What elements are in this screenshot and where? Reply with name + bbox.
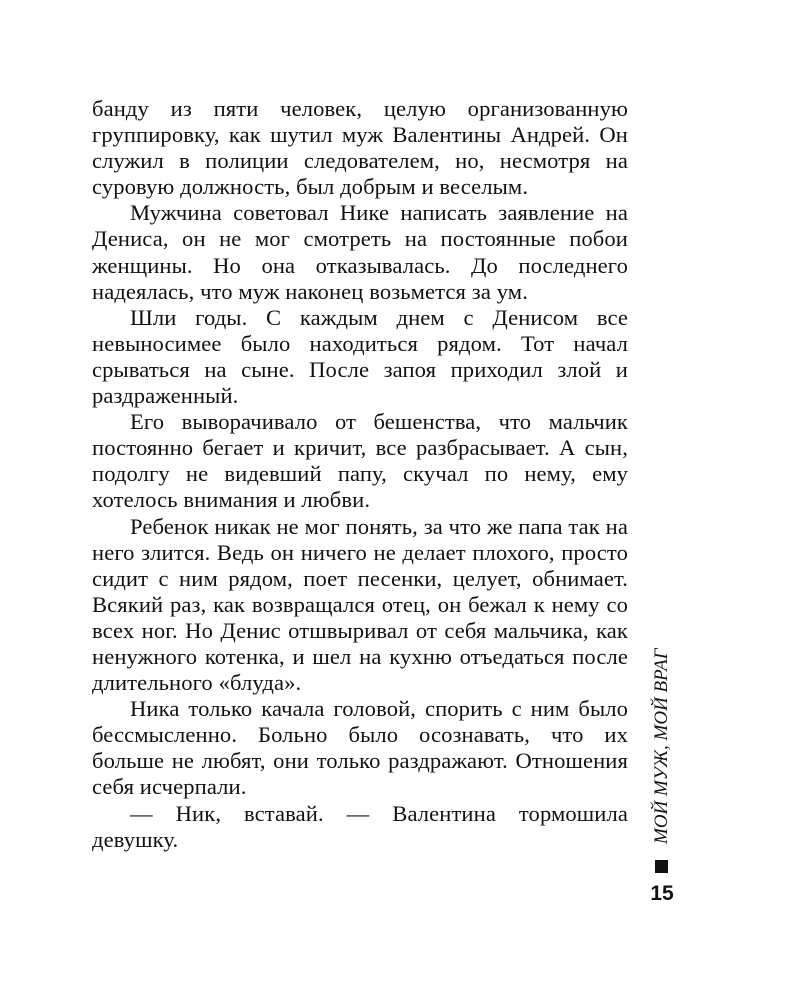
paragraph-1: банду из пяти человек, целую организованную группировку, как шутил муж Валентины Андрей. Он служил в полиции следователем, но, несмотря на суровую должность, был добрым и веселым. xyxy=(92,96,628,200)
paragraph-5: Ребенок никак не мог понять, за что же папа так на него злится. Ведь он ничего не делает плохого, просто сидит с ним рядом, поет песенки, целует, обнимает. Всякий раз, как возвращался отец, он бежал к нему со всех ног. Но Денис отшвыривал от себя мальчика, как ненужного котенка, и шел на кухню отъедаться после длительного «блуда». xyxy=(92,513,628,696)
square-marker-icon xyxy=(655,860,668,873)
paragraph-3: Шли годы. С каждым днем с Денисом все невыносимее было находиться рядом. Тот начал срываться на сыне. После запоя приходил злой и раздраженный. xyxy=(92,304,628,409)
running-title: МОЙ МУЖ, МОЙ ВРАГ xyxy=(651,648,672,844)
paragraph-2: Мужчина советовал Нике написать заявление на Дениса, он не мог смотреть на постоянные побои женщины. Но она отказывалась. До последнего надеялась, что муж наконец возьмется за ум. xyxy=(92,200,628,304)
paragraph-7: — Ник, вставай. — Валентина тормошила девушку. xyxy=(92,800,628,852)
paragraph-6: Ника только качала головой, спорить с ним было бессмысленно. Больно было осознавать, что их больше не любят, они только раздражают. Отношения себя исчерпали. xyxy=(92,696,628,800)
page-number: 15 xyxy=(650,882,674,905)
paragraph-4: Его выворачивало от бешенства, что мальчик постоянно бегает и кричит, все разбрасывает. А сын, подолгу не видевший папу, скучал по нему, ему хотелось внимания и любви. xyxy=(92,409,628,513)
body-text xyxy=(92,96,628,853)
